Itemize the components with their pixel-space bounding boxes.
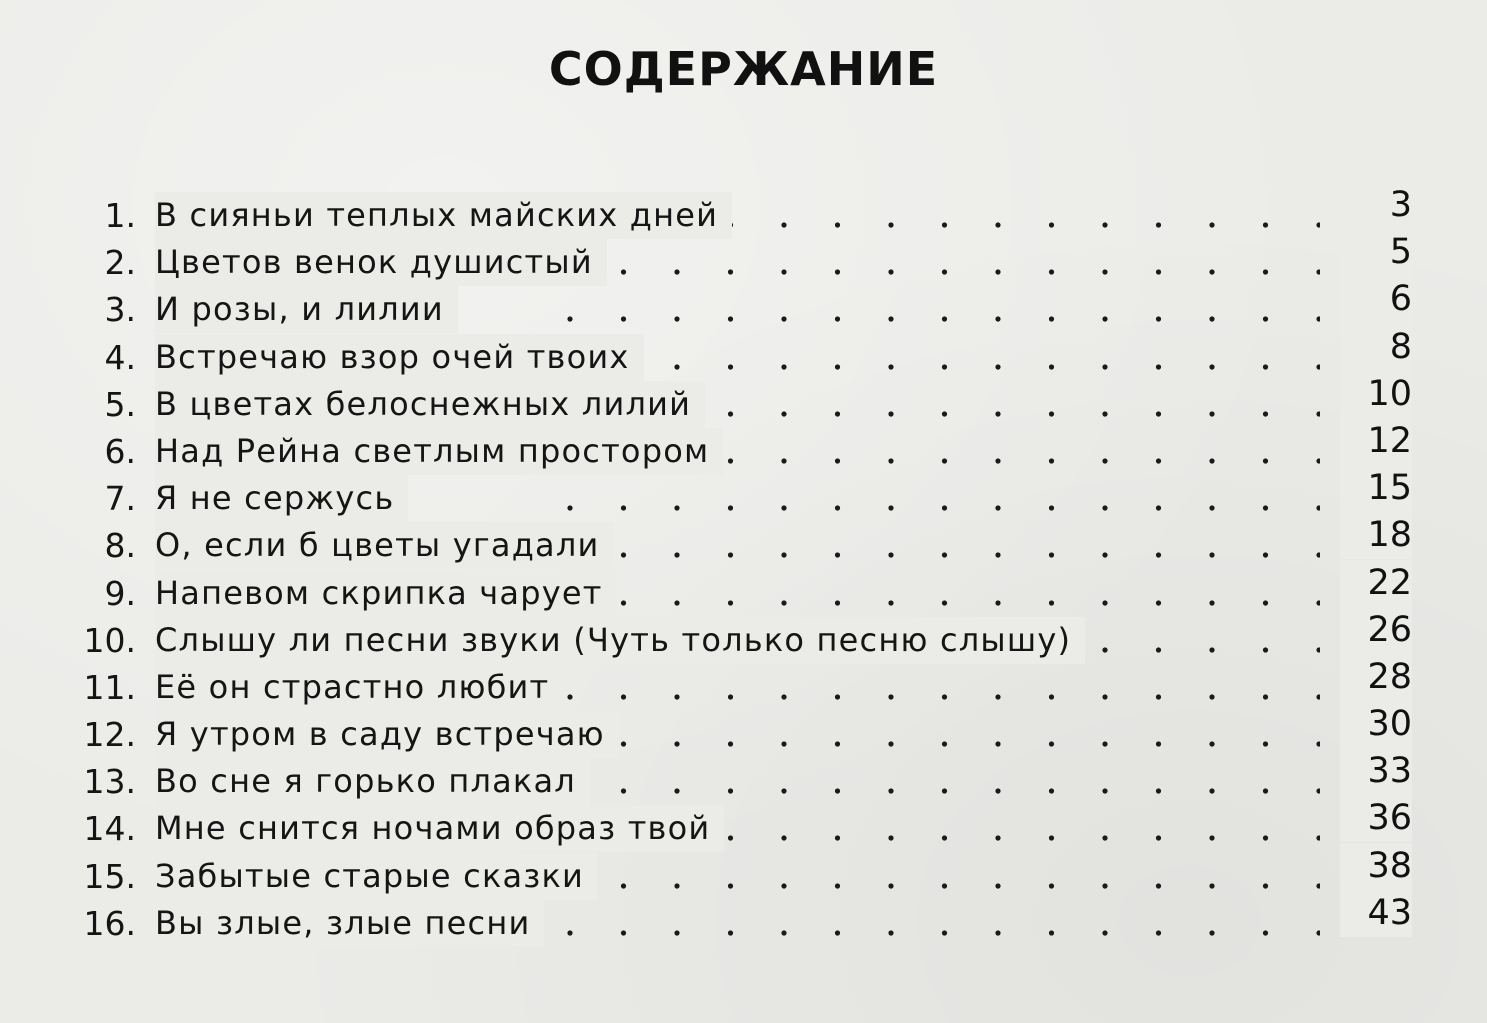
toc-entry-number: 15. <box>83 856 136 896</box>
dot-leader <box>560 570 1320 617</box>
toc-entry-page: 36 <box>1340 795 1412 842</box>
dot-leader <box>560 475 1320 522</box>
toc-entry-title: Мне снится ночами образ твой <box>155 805 724 852</box>
toc-entry-title: Слышу ли песни звуки (Чуть только песню слышу) <box>155 617 1085 664</box>
toc-entry-number: 5. <box>104 384 136 424</box>
toc-entry-number: 2. <box>104 243 136 283</box>
toc-entry-number: 4. <box>104 337 136 377</box>
dot-leader <box>560 664 1320 711</box>
toc-entry <box>0 798 1487 852</box>
toc-entry <box>0 373 1487 428</box>
toc-entry <box>0 515 1487 569</box>
toc-entry-title: Встречаю взор очей твоих <box>155 334 644 381</box>
toc-entry <box>0 232 1487 286</box>
dot-leader <box>560 334 1320 381</box>
toc-entry-page: 15 <box>1340 465 1412 512</box>
toc-entry-page: 38 <box>1340 843 1412 890</box>
toc-entry-title: Я не сержусь <box>155 475 408 522</box>
dot-leader <box>560 711 1320 758</box>
toc-entry-number: 3. <box>104 290 136 330</box>
toc-entry-number: 6. <box>104 431 136 471</box>
toc-entry-number: 9. <box>104 573 136 613</box>
toc-entry-title: Вы злые, злые песни <box>155 900 544 947</box>
dot-leader <box>560 522 1320 569</box>
toc-entry <box>0 326 1487 381</box>
toc-entry-page: 6 <box>1340 276 1412 323</box>
toc-entry-page: 3 <box>1340 182 1412 229</box>
toc-entry-number: 14. <box>83 809 136 849</box>
toc-entry-number: 8. <box>104 526 136 566</box>
toc-entry-page: 5 <box>1340 229 1412 276</box>
toc-entry-number: 11. <box>83 667 136 707</box>
toc-entry <box>0 562 1487 617</box>
table-of-contents <box>0 185 1487 947</box>
toc-entry <box>0 279 1487 333</box>
toc-entry-page: 22 <box>1340 560 1412 607</box>
toc-entry <box>0 892 1487 947</box>
toc-entry <box>0 420 1487 475</box>
toc-entry-page: 43 <box>1340 890 1412 937</box>
dot-leader <box>560 853 1320 900</box>
toc-entry-page: 8 <box>1340 324 1412 371</box>
toc-entry <box>0 704 1487 758</box>
toc-entry-title: Я утром в саду встречаю <box>155 711 619 758</box>
dot-leader <box>560 900 1320 947</box>
toc-entry-number: 13. <box>83 762 136 802</box>
toc-entry-page: 26 <box>1340 607 1412 654</box>
toc-entry <box>0 656 1487 711</box>
toc-entry-title: И розы, и лилии <box>155 286 458 333</box>
toc-entry-page: 28 <box>1340 654 1412 701</box>
toc-entry-title: В сияньи теплых майских дней <box>155 192 732 239</box>
toc-entry-number: 12. <box>83 715 136 755</box>
toc-entry-number: 1. <box>104 196 136 235</box>
toc-entry <box>0 751 1487 805</box>
toc-entry-number: 7. <box>104 479 136 519</box>
toc-entry-title: О, если б цветы угадали <box>155 522 614 569</box>
toc-entry-page: 12 <box>1340 418 1412 465</box>
toc-entry <box>0 468 1487 522</box>
toc-entry-title: Напевом скрипка чарует <box>155 570 617 617</box>
toc-entry-page: 18 <box>1340 512 1412 559</box>
toc-entry <box>0 845 1487 900</box>
dot-leader <box>560 758 1320 805</box>
toc-entry-title: Над Рейна светлым простором <box>155 428 723 475</box>
toc-entry-page: 10 <box>1340 371 1412 418</box>
toc-entry-page: 30 <box>1340 701 1412 748</box>
toc-entry-title: Во сне я горько плакал <box>155 758 590 805</box>
toc-entry-title: Цветов венок душистый <box>155 239 607 286</box>
toc-entry-number: 16. <box>83 903 136 943</box>
toc-entry-title: Забытые старые сказки <box>155 853 598 900</box>
toc-entry <box>0 609 1487 664</box>
toc-entry-number: 10. <box>83 620 136 660</box>
toc-entry-title: В цветах белоснежных лилий <box>155 381 705 428</box>
toc-entry <box>0 185 1487 239</box>
toc-entry-title: Её он страстно любит <box>155 664 563 711</box>
toc-entry-page: 33 <box>1340 748 1412 795</box>
dot-leader <box>560 286 1320 333</box>
page-title: СОДЕРЖАНИЕ <box>548 42 939 96</box>
dot-leader <box>560 239 1320 286</box>
